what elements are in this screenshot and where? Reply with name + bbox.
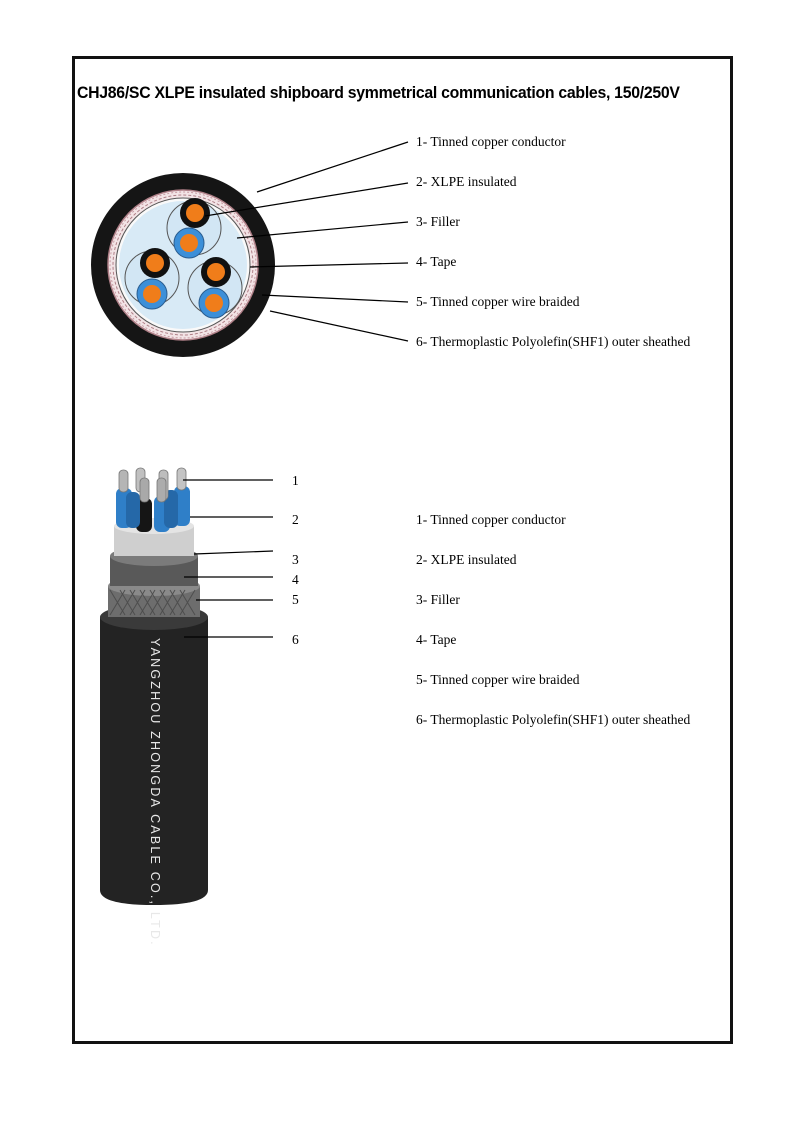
side-number-5: 5 <box>292 592 299 607</box>
side-conductor-6 <box>177 468 186 490</box>
cs-label-5: 5- Tinned copper wire braided <box>416 294 580 309</box>
side-label-1: 1- Tinned copper conductor <box>416 512 566 527</box>
side-conductor-5 <box>157 478 166 502</box>
side-number-4: 4 <box>292 572 299 587</box>
side-label-6: 6- Thermoplastic Polyolefin(SHF1) outer sheathed <box>416 712 691 727</box>
side-label-5: 5- Tinned copper wire braided <box>416 672 580 687</box>
side-label-4: 4- Tape <box>416 632 457 647</box>
side-label-2: 2- XLPE insulated <box>416 552 517 567</box>
page-title: CHJ86/SC XLPE insulated shipboard symmetrical communication cables, 150/250V <box>77 83 680 102</box>
side-number-3: 3 <box>292 552 299 567</box>
side-conductor-3 <box>140 478 149 502</box>
side-number-6: 6 <box>292 632 299 647</box>
side-number-2: 2 <box>292 512 299 527</box>
cs-label-4: 4- Tape <box>416 254 457 269</box>
side-label-3: 3- Filler <box>416 592 460 607</box>
side-conductor-1 <box>119 470 128 492</box>
cs-label-2: 2- XLPE insulated <box>416 174 517 189</box>
cs-label-3: 3- Filler <box>416 214 460 229</box>
cable-brand-text: YANGZHOU ZHONGDA CABLE CO., LTD. <box>148 638 162 947</box>
cs-label-1: 1- Tinned copper conductor <box>416 134 566 149</box>
side-number-1: 1 <box>292 473 299 488</box>
cs-label-6: 6- Thermoplastic Polyolefin(SHF1) outer sheathed <box>416 334 691 349</box>
